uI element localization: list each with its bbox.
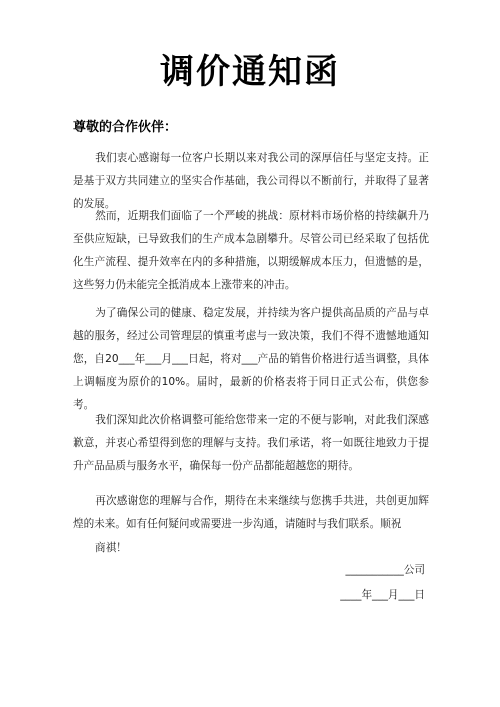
salutation: 尊敬的合作伙伴： [73,120,178,135]
paragraph-price-adjustment: 为了确保公司的健康、稳定发展，并持续为客户提供高品质的产品与卓越的服务，经过公司管理层的慎重考虑与一致决策，我们不得不遗憾地通知您，自20___年___月___日起，将对___产品的销售价格进行适当调整，具体上调幅度为原价的10%。届时，最新的价格表将于同日正式公布，供您参考。 [73,307,429,411]
letter-title: 调价通知函 [160,52,340,92]
closing-greeting: 商祺！ [95,542,127,554]
paragraph-cost-challenge: 然而，近期我们面临了一个严峻的挑战：原材料市场价格的持续飙升乃至供应短缺，已导致我们的生产成本急剧攀升。尽管公司已经采取了包括优化生产流程、提升效率在内的多种措施，以期缓解成本压力，但遗憾的是，这些努力仍未能完全抵消成本上涨带来的冲击。 [73,210,429,291]
paragraph-thanks: 再次感谢您的理解与合作，期待在未来继续与您携手共进，共创更加辉煌的未来。如有任何疑问或需要进一步沟通，请随时与我们联系。顺祝 [73,495,429,530]
signature-company: ___________公司 [345,564,425,576]
paragraph-apology: 我们深知此次价格调整可能给您带来一定的不便与影响，对此我们深感歉意，并衷心希望得到您的理解与支持。我们承诺，将一如既往地致力于提升产品品质与服务水平，确保每一份产品都能超越您的期待。 [73,414,429,472]
paragraph-gratitude: 我们衷心感谢每一位客户长期以来对我公司的深厚信任与坚定支持。正是基于双方共同建立的坚实合作基础，我公司得以不断前行，并取得了显著的发展。 [73,152,429,210]
signature-date: ____年___月___日 [340,589,425,601]
